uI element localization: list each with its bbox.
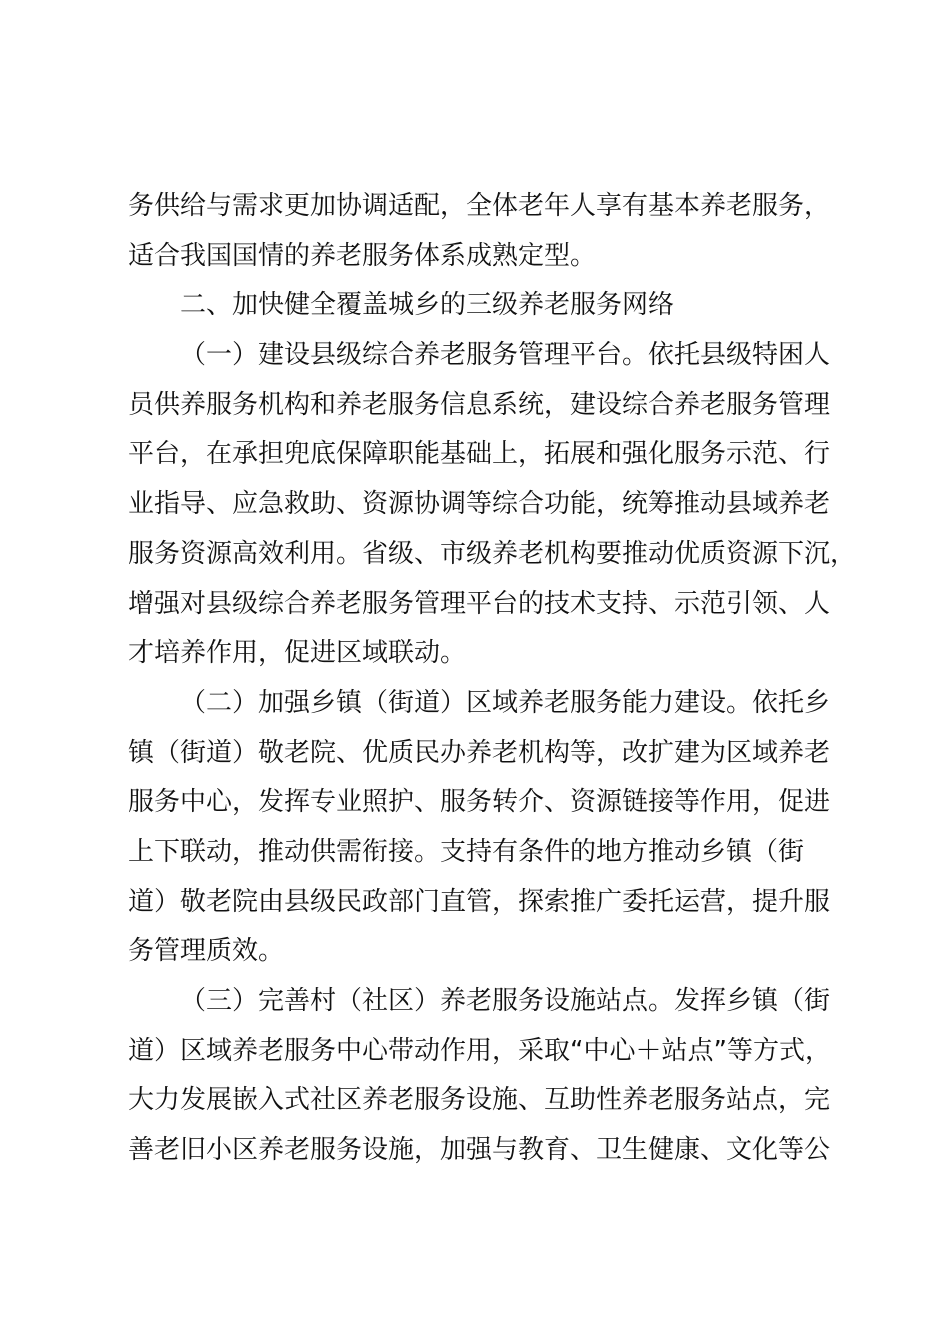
paragraph-line: 镇（街道）敬老院、优质民办养老机构等，改扩建为区域养老 <box>128 737 831 768</box>
paragraph-line: 平台，在承担兜底保障职能基础上，拓展和强化服务示范、行 <box>128 439 831 470</box>
paragraph-continuation <box>128 182 888 281</box>
paragraph-line: 善老旧小区养老服务设施，加强与教育、卫生健康、文化等公 <box>128 1135 831 1166</box>
paragraph-line: 服务中心，发挥专业照护、服务转介、资源链接等作用，促进 <box>128 787 831 818</box>
paragraph-line: 才培养作用，促进区域联动。 <box>128 638 467 669</box>
section-heading <box>128 281 888 331</box>
paragraph-line: 道）敬老院由县级民政部门直管，探索推广委托运营，提升服 <box>128 886 831 917</box>
section-heading-text: 二、加快健全覆盖城乡的三级养老服务网络 <box>180 290 675 321</box>
paragraph-township-capacity <box>128 679 888 977</box>
paragraph-line: 务供给与需求更加协调适配，全体老年人享有基本养老服务， <box>128 191 831 221</box>
paragraph-county-platform <box>128 331 888 679</box>
paragraph-line: 大力发展嵌入式社区养老服务设施、互助性养老服务站点，完 <box>128 1085 831 1116</box>
paragraph-line: 增强对县级综合养老服务管理平台的技术支持、示范引领、人 <box>128 588 831 619</box>
paragraph-line: （一）建设县级综合养老服务管理平台。依托县级特困人 <box>180 340 831 371</box>
paragraph-line: 员供养服务机构和养老服务信息系统，建设综合养老服务管理 <box>128 389 831 420</box>
paragraph-line: （三）完善村（社区）养老服务设施站点。发挥乡镇（街 <box>180 986 831 1016</box>
paragraph-line: （二）加强乡镇（街道）区域养老服务能力建设。依托乡 <box>180 687 831 718</box>
paragraph-line: 道）区域养老服务中心带动作用，采取“中心＋站点”等方式， <box>128 1035 831 1066</box>
paragraph-village-stations <box>128 977 888 1176</box>
paragraph-line: 务管理质效。 <box>128 936 285 967</box>
paragraph-line: 上下联动，推动供需衔接。支持有条件的地方推动乡镇（街 <box>128 836 805 867</box>
document-body <box>128 182 888 1176</box>
paragraph-line: 适合我国国情的养老服务体系成熟定型。 <box>128 240 597 271</box>
paragraph-line: 服务资源高效利用。省级、市级养老机构要推动优质资源下沉， <box>128 538 857 569</box>
paragraph-line: 业指导、应急救助、资源协调等综合功能，统筹推动县域养老 <box>128 489 831 520</box>
